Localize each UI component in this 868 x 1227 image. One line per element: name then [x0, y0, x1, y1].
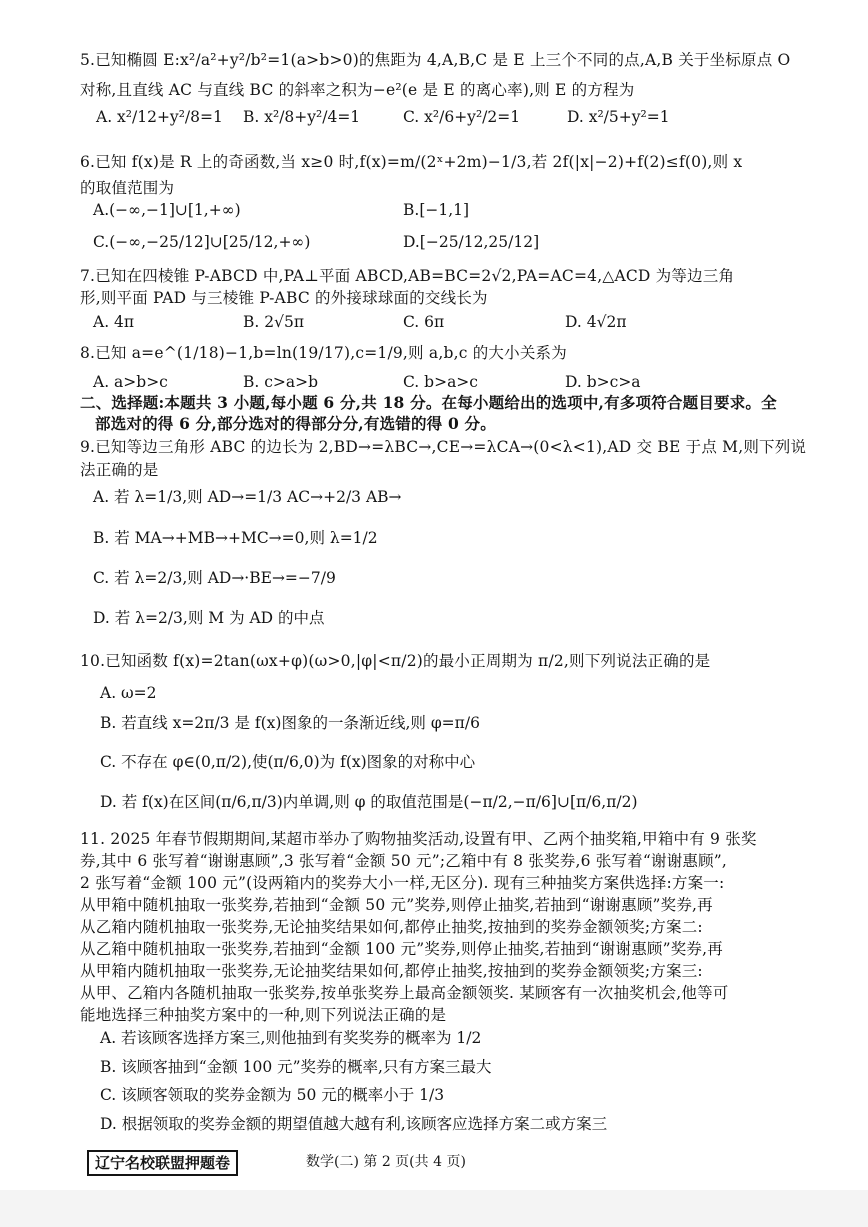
q6-option-a: A.(−∞,−1]∪[1,+∞): [93, 201, 241, 219]
q9-stem-line1: 9.已知等边三角形 ABC 的边长为 2,BD→=λBC→,CE→=λCA→(0<λ<1),AD 交 BE 于点 M,则下列说: [80, 438, 807, 456]
q9-option-d: D. 若 λ=2/3,则 M 为 AD 的中点: [93, 609, 325, 627]
q8-option-d: D. b>c>a: [565, 373, 641, 391]
q5-option-c: C. x²/6+y²/2=1: [403, 108, 521, 126]
q7-stem-line1: 7.已知在四棱锥 P-ABCD 中,PA⊥平面 ABCD,AB=BC=2√2,PA=AC=4,△ACD 为等边三角: [80, 267, 735, 285]
section2-instructions-line1: 二、选择题:本题共 3 小题,每小题 6 分,共 18 分。在每小题给出的选项中,有多项符合题目要求。全: [80, 393, 777, 412]
q6-option-c: C.(−∞,−25/12]∪[25/12,+∞): [93, 233, 311, 251]
q7-option-c: C. 6π: [403, 313, 445, 331]
q7-option-d: D. 4√2π: [565, 313, 627, 331]
exam-series-label: 辽宁名校联盟押题卷: [87, 1150, 238, 1176]
q7-stem-line2: 形,则平面 PAD 与三棱锥 P-ABC 的外接球球面的交线长为: [80, 289, 488, 307]
q6-stem-line2: 的取值范围为: [80, 179, 175, 197]
q8-stem: 8.已知 a=e^(1/18)−1,b=ln(19/17),c=1/9,则 a,b,c 的大小关系为: [80, 344, 567, 362]
q5-stem-line2: 对称,且直线 AC 与直线 BC 的斜率之积为−e²(e 是 E 的离心率),则 E 的方程为: [80, 81, 635, 99]
q10-stem: 10.已知函数 f(x)=2tan(ωx+φ)(ω>0,|φ|<π/2)的最小正周期为 π/2,则下列说法正确的是: [80, 652, 711, 670]
q5-stem-line1: 5.已知椭圆 E:x²/a²+y²/b²=1(a>b>0)的焦距为 4,A,B,C 是 E 上三个不同的点,A,B 关于坐标原点 O: [80, 51, 791, 69]
q11-option-d: D. 根据领取的奖券金额的期望值越大越有利,该顾客应选择方案二或方案三: [100, 1115, 608, 1133]
q11-stem-line6: 从乙箱中随机抽取一张奖券,若抽到“金额 100 元”奖券,则停止抽奖,若抽到“谢谢惠顾”奖券,再: [80, 940, 723, 958]
q10-option-b: B. 若直线 x=2π/3 是 f(x)图象的一条渐近线,则 φ=π/6: [100, 714, 480, 732]
q6-option-b: B.[−1,1]: [403, 201, 470, 219]
q7-option-b: B. 2√5π: [243, 313, 305, 331]
q11-stem-line9: 能地选择三种抽奖方案中的一种,则下列说法正确的是: [80, 1006, 447, 1024]
q10-option-a: A. ω=2: [100, 684, 157, 702]
q11-stem-line7: 从甲箱内随机抽取一张奖券,无论抽奖结果如何,都停止抽奖,按抽到的奖券金额领奖;方案三:: [80, 962, 703, 980]
q11-option-b: B. 该顾客抽到“金额 100 元”奖券的概率,只有方案三最大: [100, 1058, 492, 1076]
q6-option-d: D.[−25/12,25/12]: [403, 233, 540, 251]
q5-option-d: D. x²/5+y²=1: [567, 108, 670, 126]
q5-option-a: A. x²/12+y²/8=1: [96, 108, 223, 126]
q11-stem-line1: 11. 2025 年春节假期期间,某超市举办了购物抽奖活动,设置有甲、乙两个抽奖箱,甲箱中有 9 张奖: [80, 830, 757, 848]
q11-stem-line2: 券,其中 6 张写着“谢谢惠顾”,3 张写着“金额 50 元”;乙箱中有 8 张奖券,6 张写着“谢谢惠顾”,: [80, 852, 728, 870]
q11-stem-line4: 从甲箱中随机抽取一张奖券,若抽到“金额 50 元”奖券,则停止抽奖,若抽到“谢谢惠顾”奖券,再: [80, 896, 713, 914]
q9-option-a: A. 若 λ=1/3,则 AD→=1/3 AC→+2/3 AB→: [93, 488, 402, 506]
q11-stem-line3: 2 张写着“金额 100 元”(设两箱内的奖券大小一样,无区分). 现有三种抽奖方案供选择:方案一:: [80, 874, 725, 892]
q5-option-b: B. x²/8+y²/4=1: [243, 108, 361, 126]
q7-option-a: A. 4π: [93, 313, 135, 331]
q6-stem-line1: 6.已知 f(x)是 R 上的奇函数,当 x≥0 时,f(x)=m/(2ˣ+2m)−1/3,若 2f(|x|−2)+f(2)≤f(0),则 x: [80, 153, 743, 171]
q8-option-b: B. c>a>b: [243, 373, 319, 391]
section2-instructions-line2: 部选对的得 6 分,部分选对的得部分分,有选错的得 0 分。: [95, 414, 496, 433]
scan-bottom-margin: [0, 1190, 868, 1227]
q9-stem-line2: 法正确的是: [80, 461, 159, 479]
page-number-label: 数学(二) 第 2 页(共 4 页): [306, 1154, 466, 1170]
q8-option-c: C. b>a>c: [403, 373, 478, 391]
q9-option-c: C. 若 λ=2/3,则 AD→·BE→=−7/9: [93, 569, 336, 587]
q11-stem-line8: 从甲、乙箱内各随机抽取一张奖券,按单张奖券上最高金额领奖. 某顾客有一次抽奖机会,他等可: [80, 984, 729, 1002]
q10-option-c: C. 不存在 φ∈(0,π/2),使(π/6,0)为 f(x)图象的对称中心: [100, 753, 476, 771]
q8-option-a: A. a>b>c: [93, 373, 168, 391]
q11-stem-line5: 从乙箱内随机抽取一张奖券,无论抽奖结果如何,都停止抽奖,按抽到的奖券金额领奖;方案二:: [80, 918, 703, 936]
q9-option-b: B. 若 MA→+MB→+MC→=0,则 λ=1/2: [93, 529, 378, 547]
q10-option-d: D. 若 f(x)在区间(π/6,π/3)内单调,则 φ 的取值范围是(−π/2,−π/6]∪[π/6,π/2): [100, 793, 638, 811]
q11-option-c: C. 该顾客领取的奖券金额为 50 元的概率小于 1/3: [100, 1086, 445, 1104]
q11-option-a: A. 若该顾客选择方案三,则他抽到有奖奖券的概率为 1/2: [100, 1029, 482, 1047]
